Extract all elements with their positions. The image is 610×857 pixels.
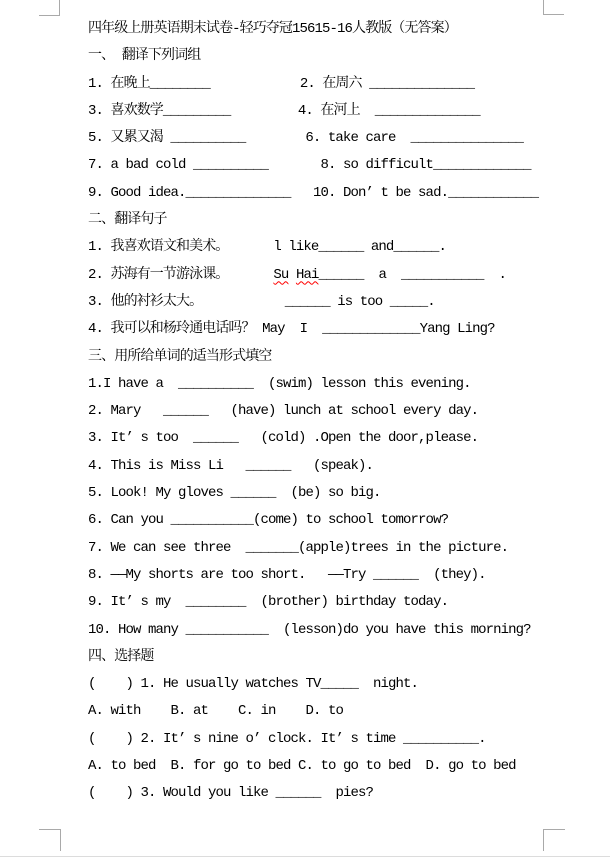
- crop-mark-line: [39, 829, 61, 830]
- exam-line: [88, 371, 610, 398]
- exam-line: [88, 180, 610, 207]
- line-text: 5. Look! My gloves ______ (be) so big.: [88, 485, 381, 502]
- exam-line: [88, 262, 610, 289]
- line-text: 10. How many ___________ (lesson)do you have this morning?: [88, 621, 531, 638]
- section-heading: 二、翻译句子: [88, 212, 167, 229]
- line-text: 3. 喜欢数学_________ 4. 在河上 ______________: [88, 102, 480, 119]
- line-text: 4. 我可以和杨玲通电话吗？ May I _____________Yang Ling?: [88, 321, 495, 338]
- exam-line: [88, 98, 610, 125]
- line-text: ( ) 1. He usually watches TV_____ night.: [88, 676, 419, 693]
- exam-line: [88, 316, 610, 343]
- exam-line: [88, 589, 610, 616]
- line-text: [288, 267, 296, 283]
- exam-line: [88, 535, 610, 562]
- crop-mark-line: [543, 14, 564, 15]
- line-text: 5. 又累又渴 __________ 6. take care _______________: [88, 130, 523, 147]
- exam-line: [88, 234, 610, 261]
- line-text: A. with B. at C. in D. to: [88, 703, 344, 720]
- crop-mark-line: [39, 15, 60, 16]
- line-text: 7. We can see three _______(apple)trees in the picture.: [88, 539, 509, 556]
- exam-line: [88, 453, 610, 480]
- exam-line: [88, 698, 610, 725]
- exam-line: [88, 125, 610, 152]
- crop-mark-line: [543, 829, 544, 851]
- line-text: 6. Can you ___________(come) to school tomorrow?: [88, 512, 449, 529]
- document-body: [88, 43, 610, 807]
- line-text: 1.I have a __________ (swim) lesson this evening.: [88, 375, 471, 392]
- exam-line: [88, 289, 610, 316]
- line-text: 1. 我喜欢语文和美术。 l like______ and______.: [88, 239, 446, 256]
- exam-line: [88, 71, 610, 98]
- line-text: ( ) 2. It’ s nine o’ clock. It’ s time __________.: [88, 730, 486, 747]
- misspelled-word: Hai: [295, 266, 319, 283]
- exam-line: [88, 398, 610, 425]
- section-heading: 四、选择题: [88, 648, 154, 665]
- line-text: 3. It’ s too ______ (cold) .Open the door,please.: [88, 430, 479, 447]
- crop-mark-line: [59, 0, 60, 15]
- exam-line: [88, 780, 610, 807]
- line-text: 9. It’ s my ________ (brother) birthday today.: [88, 594, 449, 611]
- line-text: ______ a ___________ .: [318, 266, 507, 283]
- exam-line: [88, 617, 610, 644]
- exam-line: [88, 152, 610, 179]
- exam-line: [88, 425, 610, 452]
- line-text: 7. a bad cold __________ 8. so difficult_____________: [88, 157, 531, 174]
- crop-mark-line: [543, 829, 565, 830]
- misspelled-word: Su: [273, 266, 289, 283]
- section-heading: 一、 翻译下列词组: [88, 48, 201, 65]
- exam-line: [88, 753, 610, 780]
- exam-line: [88, 507, 610, 534]
- section-heading: 三、用所给单词的适当形式填空: [88, 348, 272, 365]
- line-text: 4. This is Miss Li ______ (speak).: [88, 457, 374, 474]
- exam-line: [88, 562, 610, 589]
- document-title: 四年级上册英语期末试卷-轻巧夺冠15615-16人教版（无答案）: [88, 21, 457, 37]
- exam-line: [88, 726, 610, 753]
- line-text: A. to bed B. for go to bed C. to go to bed D. go to bed: [88, 758, 516, 775]
- crop-mark-line: [60, 829, 61, 851]
- crop-mark-line: [543, 0, 544, 14]
- line-text: 2. Mary ______ (have) lunch at school every day.: [88, 403, 479, 420]
- exam-line: [88, 480, 610, 507]
- document-content: [88, 16, 610, 808]
- line-text: 8. ——My shorts are too short. ——Try ______ (they).: [88, 566, 486, 583]
- line-text: 2. 苏海有一节游泳课。: [88, 266, 274, 283]
- line-text: 3. 他的衬衫太大。 ______ is too _____.: [88, 293, 435, 310]
- line-text: 9. Good idea.______________ 10. Don’ t be sad.____________: [88, 184, 539, 201]
- line-text: 1. 在晚上________ 2. 在周六 ______________: [88, 75, 475, 92]
- exam-line: [88, 671, 610, 698]
- line-text: ( ) 3. Would you like ______ pies?: [88, 785, 374, 802]
